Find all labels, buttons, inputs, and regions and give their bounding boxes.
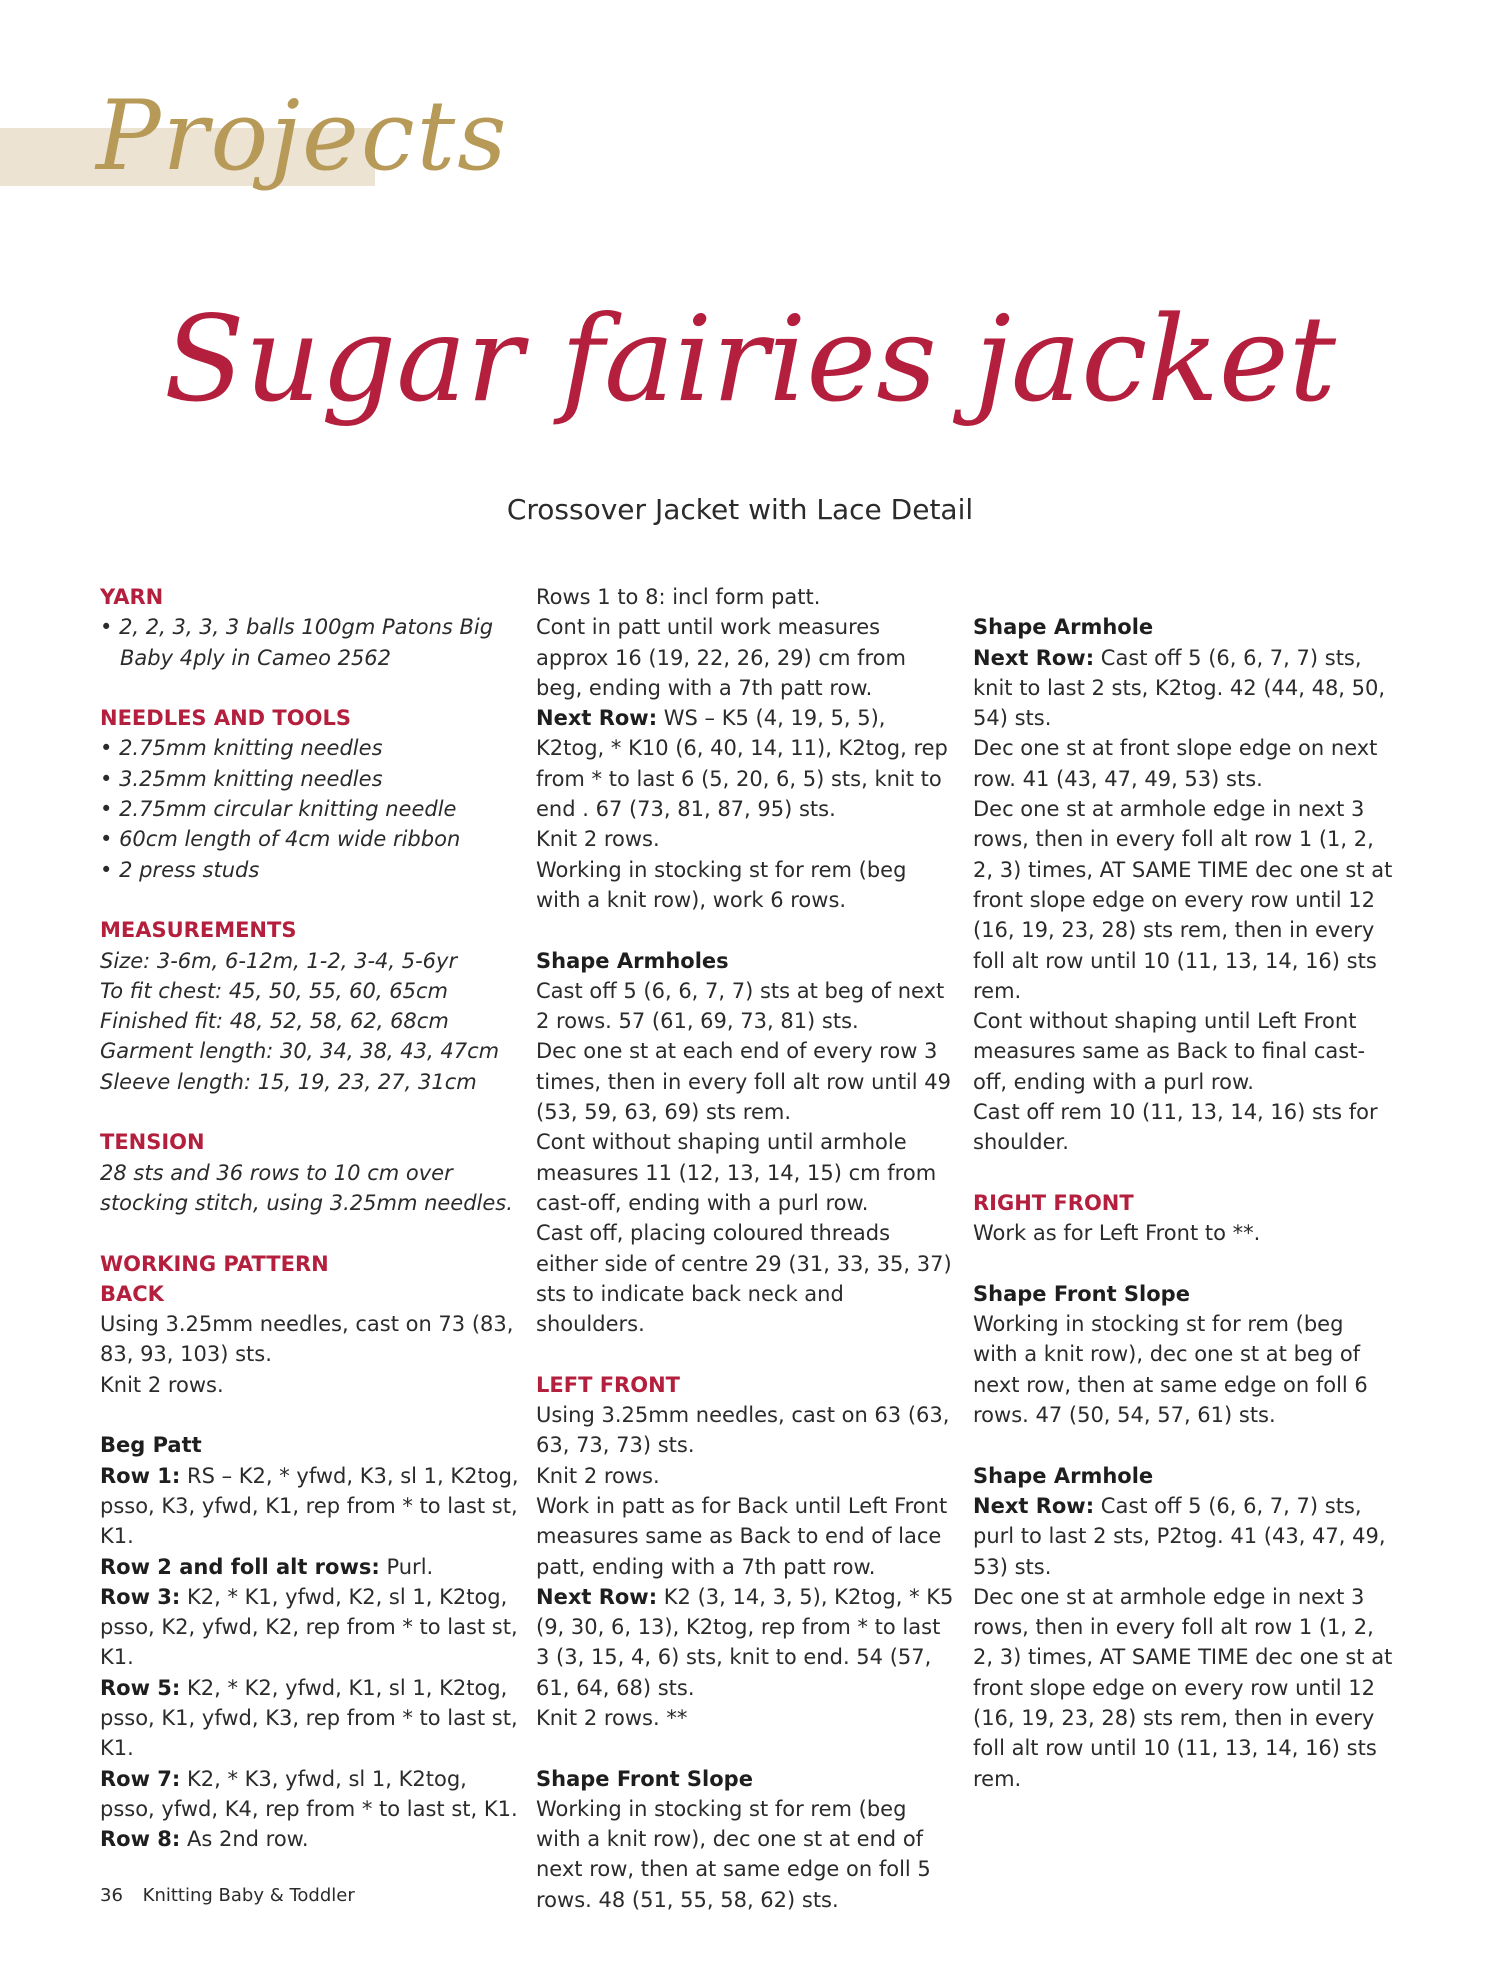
needles-item: • 3.25mm knitting needles (100, 766, 383, 791)
rows-1-8: Rows 1 to 8: incl form patt. (536, 585, 821, 609)
pattern-row: Row 1: RS – K2, * yfwd, K3, sl 1, K2tog, psso, K3, yfwd, K1, rep from * to last st, K1. (100, 1463, 519, 1549)
needles-heading: NEEDLES AND TOOLS (100, 706, 351, 731)
measurement-line: Sleeve length: 15, 19, 23, 27, 31cm (100, 1069, 477, 1094)
back-knit2: Knit 2 rows. (100, 1372, 224, 1397)
left-front-slope-text: Working in stocking st for rem (beg with a knit row), dec one st at end of next row, then at same edge on foll 5 rows. 48 (51, 55, 58, 62) sts. (536, 1796, 931, 1912)
cont-patt: Cont in patt until work measures approx 16 (19, 22, 26, 29) cm from beg, ending with a 7th patt row. (536, 615, 906, 700)
needles-item: • 2.75mm circular knitting needle (100, 797, 457, 822)
measurement-line: To fit chest: 45, 50, 55, 60, 65cm (100, 978, 448, 1003)
page-title: Sugar fairies jacket (163, 290, 1337, 428)
left-front-intro: Using 3.25mm needles, cast on 63 (63, 63, 73, 73) sts. (536, 1403, 950, 1458)
back-next-row: Next Row: WS – K5 (4, 19, 5, 5), K2tog, * K10 (6, 40, 14, 11), K2tog, rep from * to last 6 (5, 20, 6, 5) sts, knit to end . 67 (73, 81, 87, 95) sts. (536, 706, 948, 822)
column-2 (536, 582, 956, 1915)
left-front-next-row: Next Row: K2 (3, 14, 3, 5), K2tog, * K5 (9, 30, 6, 13), K2tog, rep from * to last 3 (3, 15, 4, 6) sts, knit to end. 54 (57, 61, 64, 68) sts. (536, 1584, 954, 1700)
left-front-work-patt: Work in patt as for Back until Left Front measures same as Back to end of lace patt, ending with a 7th patt row. (536, 1493, 948, 1579)
back-knit2-second: Knit 2 rows. (536, 827, 660, 852)
right-front-slope-text: Working in stocking st for rem (beg with a knit row), dec one st at beg of next row, then at same edge on foll 6 rows. 47 (50, 54, 57, 61) sts. (973, 1312, 1368, 1428)
pattern-row: Row 3: K2, * K1, yfwd, K2, sl 1, K2tog, psso, K2, yfwd, K2, rep from * to last st, K1. (100, 1584, 518, 1670)
tension-heading: TENSION (100, 1130, 205, 1155)
cast-off: Cast off, placing coloured threads either side of centre 29 (31, 33, 35, 37) sts to indicate back neck and shoulders. (536, 1221, 952, 1337)
pattern-row: Row 2 and foll alt rows: Purl. (100, 1554, 434, 1579)
right-front-armhole-heading: Shape Armhole (973, 1463, 1154, 1488)
measurements-heading: MEASUREMENTS (100, 918, 297, 943)
dec-text: Dec one st at each end of every row 3 times, then in every foll alt row until 49 (53, 59, 63, 69) sts rem. (536, 1039, 951, 1125)
left-front-armhole-heading: Shape Armhole (973, 615, 1154, 640)
page-footer (100, 1885, 369, 1906)
section-label: Projects (96, 80, 509, 192)
needles-item: • 60cm length of 4cm wide ribbon (100, 827, 461, 852)
right-front-armhole: Next Row: Cast off 5 (6, 6, 7, 7) sts, purl to last 2 sts, P2tog. 41 (43, 47, 49, 53) sts. (973, 1493, 1386, 1579)
right-front-slope-heading: Shape Front Slope (973, 1281, 1190, 1306)
back-intro: Using 3.25mm needles, cast on 73 (83, 83, 93, 103) sts. (100, 1312, 514, 1367)
column-1 (100, 582, 520, 1854)
back-working-st: Working in stocking st for rem (beg with a knit row), work 6 rows. (536, 857, 907, 912)
measurement-line: Garment length: 30, 34, 38, 43, 47cm (100, 1039, 500, 1064)
book-title: Knitting Baby & Toddler (142, 1885, 355, 1906)
page-subtitle: Crossover Jacket with Lace Detail (506, 493, 974, 526)
left-front-knit2: Knit 2 rows. (536, 1463, 660, 1488)
tension-text: 28 sts and 36 rows to 10 cm over stocking stitch, using 3.25mm needles. (100, 1160, 513, 1215)
measurement-line: Finished fit: 48, 52, 58, 62, 68cm (100, 1009, 449, 1034)
beg-patt-heading: Beg Patt (100, 1433, 202, 1458)
working-pattern-heading: WORKING PATTERN (100, 1251, 329, 1276)
column-3 (973, 582, 1393, 1794)
left-front-armhole: Next Row: Cast off 5 (6, 6, 7, 7) sts, knit to last 2 sts, K2tog. 42 (44, 48, 50, 54) sts. (973, 645, 1386, 731)
yarn-item: • 2, 2, 3, 3, 3 balls 100gm Patons Big Baby 4ply in Cameo 2562 (100, 615, 494, 670)
yarn-heading: YARN (100, 585, 164, 609)
left-front-dec-front: Dec one st at front slope edge on next row. 41 (43, 47, 49, 53) sts. (973, 736, 1378, 791)
left-front-knit2-mark: Knit 2 rows. ** (536, 1705, 688, 1730)
needles-item: • 2.75mm knitting needles (100, 736, 383, 761)
measurement-line: Size: 3-6m, 6-12m, 1-2, 3-4, 5-6yr (100, 948, 458, 973)
pattern-row: Row 8: As 2nd row. (100, 1827, 309, 1852)
left-front-cast-off: Cast off rem 10 (11, 13, 14, 16) sts for shoulder. (973, 1100, 1378, 1155)
right-front-intro: Work as for Left Front to **. (973, 1221, 1261, 1246)
pattern-row: Row 7: K2, * K3, yfwd, sl 1, K2tog, psso, yfwd, K4, rep from * to last st, K1. (100, 1766, 518, 1821)
left-front-dec-armhole: Dec one st at armhole edge in next 3 rows, then in every foll alt row 1 (1, 2, 2, 3) times, AT SAME TIME dec one st at front slope edge on every row until 12 (16, 19, 23, 28) sts rem, then in every foll alt row until 10 (11, 13, 14, 16) sts rem. (973, 797, 1393, 1003)
back-heading: BACK (100, 1281, 164, 1306)
right-front-heading: RIGHT FRONT (973, 1190, 1134, 1215)
left-front-slope-heading: Shape Front Slope (536, 1766, 753, 1791)
page-number: 36 (100, 1885, 123, 1906)
pattern-row: Row 5: K2, * K2, yfwd, K1, sl 1, K2tog, psso, K1, yfwd, K3, rep from * to last st, K1. (100, 1675, 518, 1761)
needles-item: • 2 press studs (100, 857, 260, 882)
armholes-text: Cast off 5 (6, 6, 7, 7) sts at beg of next 2 rows. 57 (61, 69, 73, 81) sts. (536, 978, 945, 1034)
left-front-cont-without: Cont without shaping until Left Front measures same as Back to final cast-off, ending with a purl row. (973, 1009, 1366, 1094)
right-front-dec-text: Dec one st at armhole edge in next 3 rows, then in every foll alt row 1 (1, 2, 2, 3) times, AT SAME TIME dec one st at front slope edge on every row until 12 (16, 19, 23, 28) sts rem, then in every foll alt row until 10 (11, 13, 14, 16) sts rem. (973, 1584, 1393, 1791)
cont-without: Cont without shaping until armhole measures 11 (12, 13, 14, 15) cm from cast-off, ending with a purl row. (536, 1130, 937, 1215)
shape-armholes-heading: Shape Armholes (536, 948, 729, 973)
left-front-heading: LEFT FRONT (536, 1372, 680, 1397)
